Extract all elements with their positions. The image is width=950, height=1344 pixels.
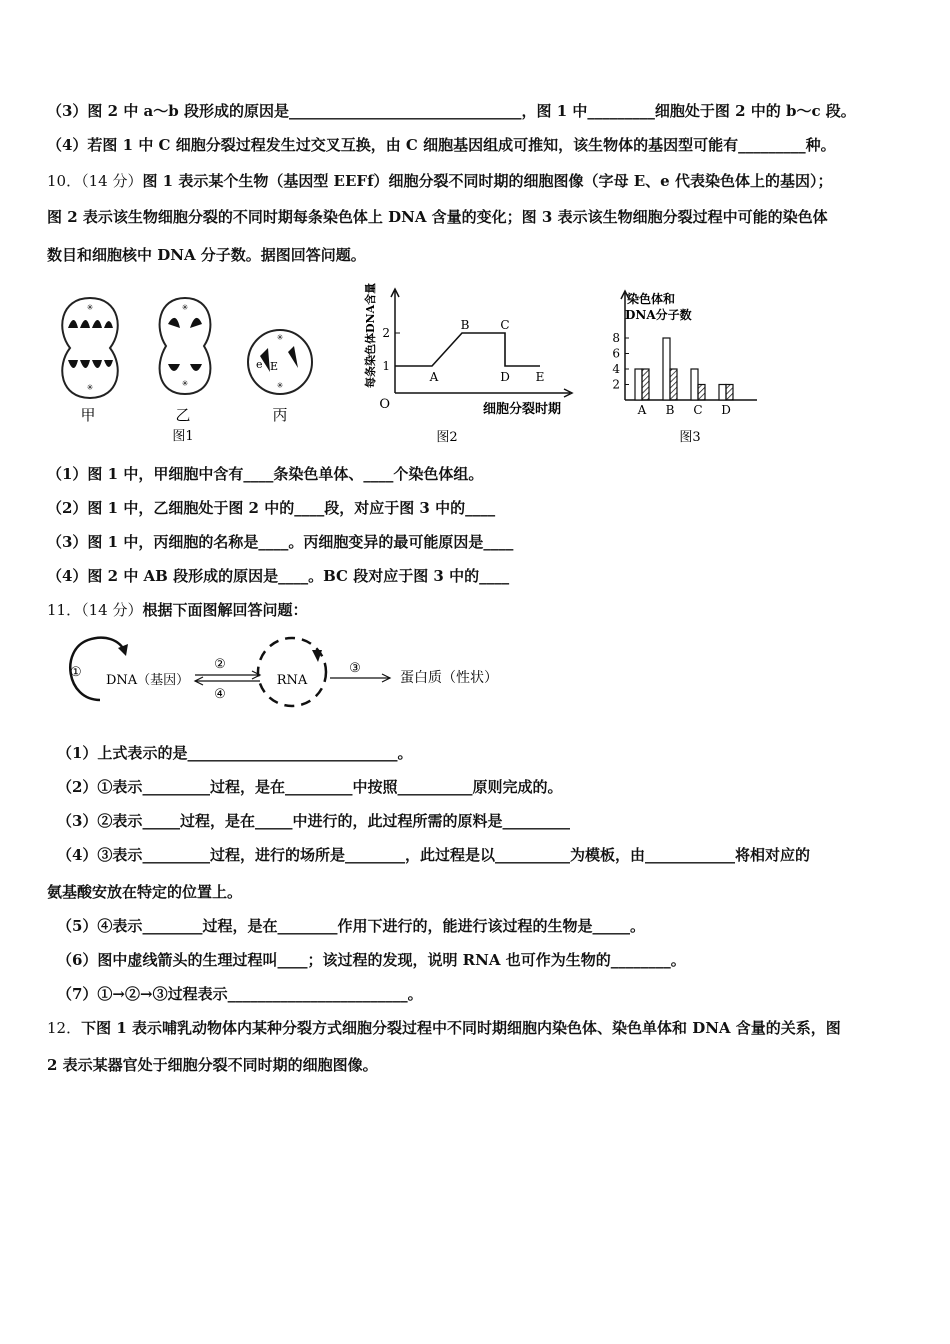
q12-stem-1 [47,1018,841,1038]
step-3: ③ [349,661,361,676]
q11-part2: （2）①表示_________过程，是在_________中按照__________原则完成的。 [57,778,563,796]
fig2-ylabel: 每条染色体DNA含量 [364,283,377,388]
fig2-point-B: B [460,318,470,332]
q11-score: （14 分） [81,601,143,619]
fig3-bar-A-chromosome [635,369,642,400]
protein-label: 蛋白质（性状） [400,670,498,686]
fig3-ytick-2: 2 [612,377,620,392]
rna-label: RNA [276,673,308,688]
figure-1-caption: 图1 [172,429,194,444]
q10-stem-1 [47,171,832,191]
fig2-line [395,333,540,366]
cell-label-jia: 甲 [80,406,96,424]
q11-part5: （5）④表示________过程，是在________作用下进行的，能进行该过程的生物是_____。 [57,917,645,935]
gene-e: e [256,358,263,371]
fig2-tick-1: 1 [382,359,390,373]
figure-2-chart [350,283,585,448]
step-2: ② [214,657,226,672]
svg-text:✳: ✳ [181,379,189,388]
fig3-bar-C-chromosome [691,369,698,400]
q11-part7: （7）①→②→③过程表示________________________。 [57,985,423,1003]
figure-2-caption: 图2 [436,430,458,445]
q11-number: 11． [47,601,82,619]
svg-text:✳: ✳ [181,303,189,312]
q10-part3: （3）图 1 中，丙细胞的名称是____。丙细胞变异的最可能原因是____ [47,533,514,551]
dna-label: DNA（基因） [106,673,190,688]
svg-text:✳: ✳ [86,303,94,312]
fig3-bar-D-dna [726,385,733,401]
central-dogma-diagram [60,628,520,713]
cell-label-yi: 乙 [175,406,191,424]
fig2-point-A: A [429,370,439,384]
q11-part6: （6）图中虚线箭头的生理过程叫____；该过程的发现，说明 RNA 也可作为生物的________。 [57,951,686,969]
svg-text:✳: ✳ [86,383,94,392]
fig3-xlabel-A: A [637,403,647,417]
fig3-title-2: DNA分子数 [625,308,692,322]
fig3-bar-B-chromosome [663,338,670,400]
fig2-point-D: D [500,370,510,384]
q10-stem-3: 数目和细胞核中 DNA 分子数。据图回答问题。 [47,246,366,264]
fig3-xlabel-B: B [665,403,675,417]
fig2-tick-2: 2 [382,326,390,340]
fig3-ytick-4: 4 [612,362,620,376]
svg-text:✳: ✳ [276,381,284,390]
q9-part3: （3）图 2 中 a～b 段形成的原因是_______________________________，图 1 中_________细胞处于图 2 中的 b～c 段。 [47,102,856,120]
q11-stem [47,600,307,620]
q10-score: （14 分） [81,172,143,190]
fig2-xlabel: 细胞分裂时期 [482,402,562,417]
fig2-point-E: E [535,370,545,384]
svg-text:✳: ✳ [276,333,284,342]
step-1: ① [70,665,82,680]
q12-stem-2: 2 表示某器官处于细胞分裂不同时期的细胞图像。 [47,1056,378,1074]
q9-part4: （4）若图 1 中 C 细胞分裂过程发生过交叉互换，由 C 细胞基因组成可推知，该生物体的基因型可能有_________种。 [47,136,836,154]
q11-part3: （3）②表示_____过程，是在_____中进行的，此过程所需的原料是_________ [57,812,570,830]
q10-part2: （2）图 1 中，乙细胞处于图 2 中的____段，对应于图 3 中的____ [47,499,496,517]
figure-3-chart [605,283,765,448]
q11-part4-cont: 氨基酸安放在特定的位置上。 [47,883,243,901]
cell-label-bing: 丙 [272,406,288,424]
q11-text: 根据下面图解回答问题： [142,601,308,619]
q11-part1: （1）上式表示的是____________________________。 [57,744,413,762]
fig3-bar-A-dna [642,369,649,400]
q12-text-1: 下图 1 表示哺乳动物体内某种分裂方式细胞分裂过程中不同时期细胞内染色体、染色单体和 DNA 含量的关系，图 [81,1019,841,1037]
fig3-bar-C-dna [698,385,705,401]
fig3-title-1: 染色体和 [627,292,676,306]
gene-E: E [270,360,279,373]
fig2-point-C: C [500,318,510,332]
fig3-bar-B-dna [670,369,677,400]
q10-part1: （1）图 1 中，甲细胞中含有____条染色单体、____个染色体组。 [47,465,484,483]
fig3-xlabel-C: C [693,403,703,417]
fig3-bar-D-chromosome [719,385,726,401]
q10-part4: （4）图 2 中 AB 段形成的原因是____。BC 段对应于图 3 中的____ [47,567,510,585]
q12-number: 12． [47,1019,82,1037]
q10-text-1: 图 1 表示某个生物（基因型 EEFf）细胞分裂不同时期的细胞图像（字母 E、e 代表染色体上的基因）； [142,172,833,190]
figure-3-caption: 图3 [679,430,701,445]
fig3-ytick-6: 6 [612,346,620,361]
q10-number: 10． [47,172,82,190]
q11-part4: （4）③表示_________过程，进行的场所是________，此过程是以__________为模板，由____________将相对应的 [57,846,810,864]
fig3-xlabel-D: D [721,403,731,417]
step-4: ④ [214,687,226,702]
fig3-ytick-8: 8 [612,331,620,345]
q10-stem-2: 图 2 表示该生物细胞分裂的不同时期每条染色体上 DNA 含量的变化；图 3 表示该生物细胞分裂过程中可能的染色体 [47,208,828,226]
figure-1-cells [50,290,330,445]
fig2-origin: O [379,397,390,412]
